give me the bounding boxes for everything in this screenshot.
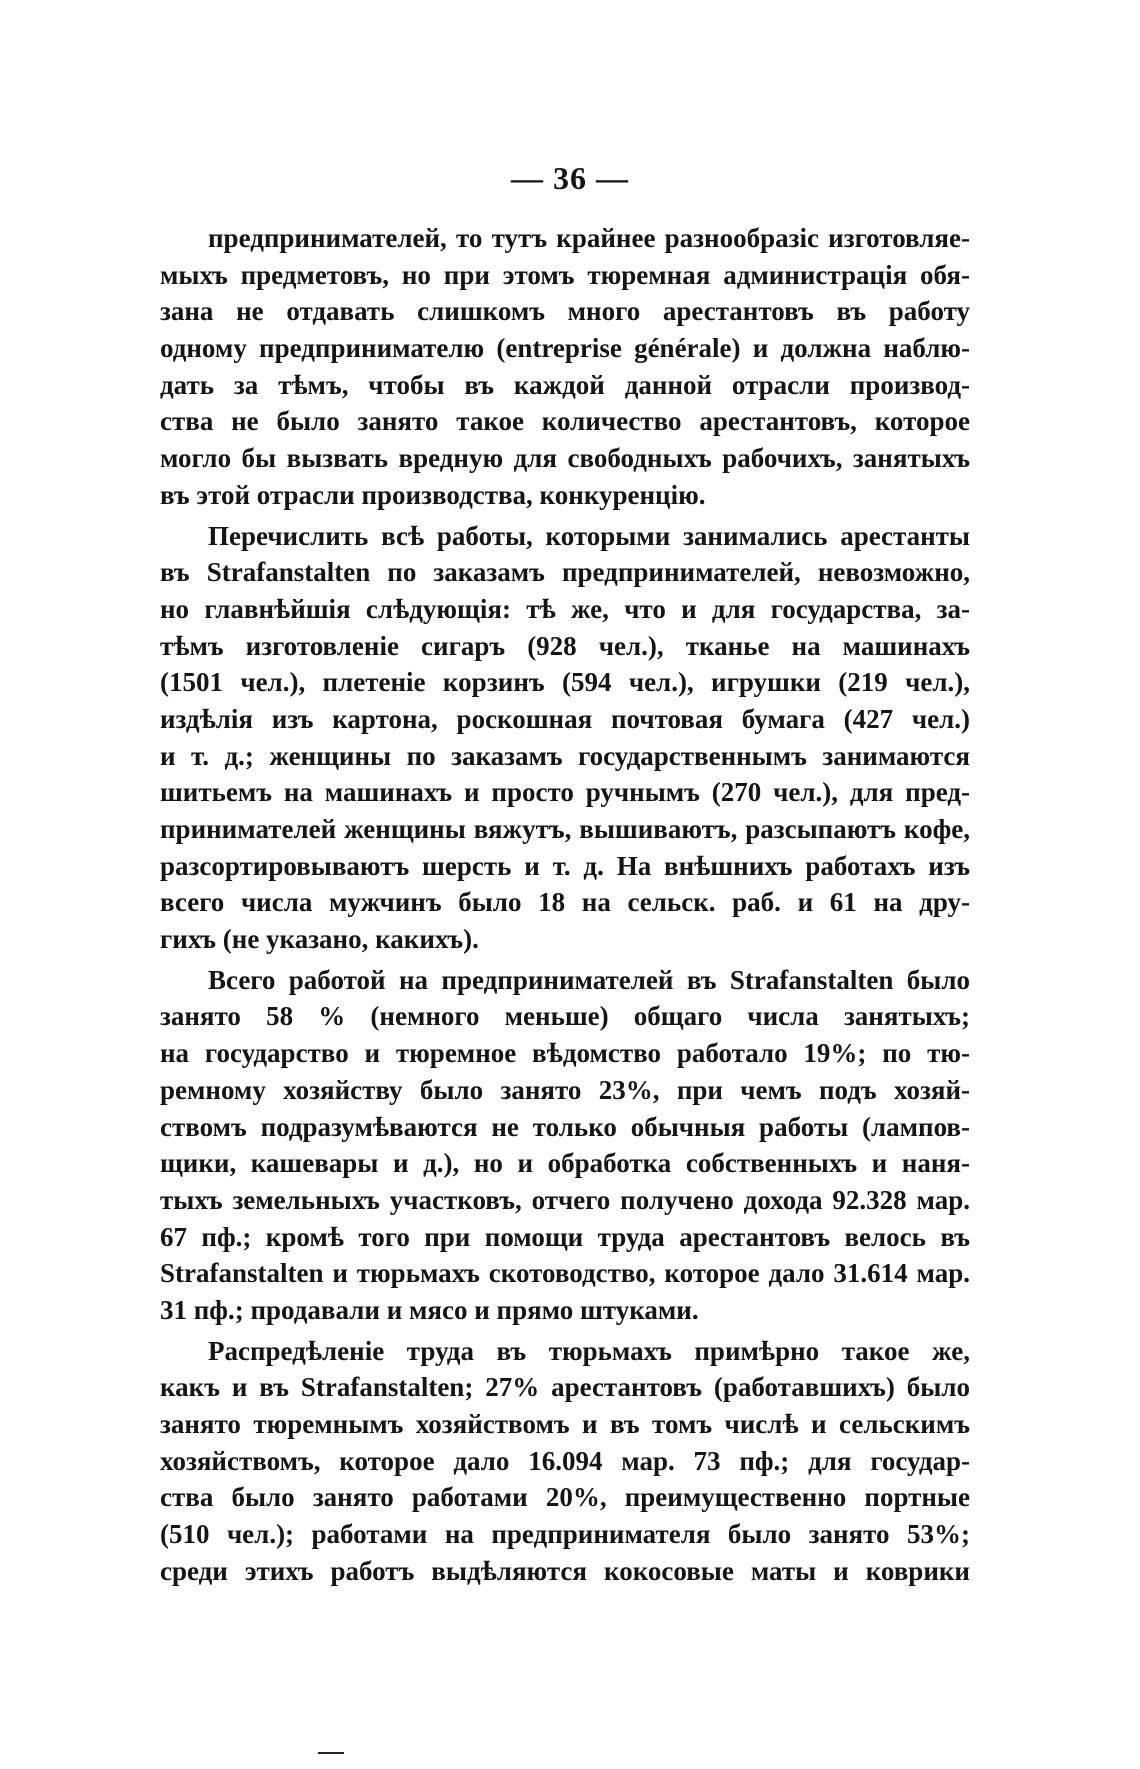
text-line: какъ и въ Strafanstalten; 27% арестантовъ (работавшихъ) было [160,1372,970,1403]
paragraph [160,962,970,1329]
text-line: занято 58 % (немного меньше) общаго числа занятыхъ; [160,1001,970,1032]
text-line: принимателей женщины вяжутъ, вышиваютъ, разсыпаютъ кофе, [160,814,970,844]
text-line: зана не отдавать слишкомъ много арестантовъ въ работу [160,296,970,327]
text-line: дать за тѣмъ, чтобы въ каждой данной отрасли производ- [160,369,970,400]
text-line: мыхъ предметовъ, но при этомъ тюремная администрація обя- [160,259,970,290]
text-line: занято тюремнымъ хозяйствомъ и въ томъ числѣ и сельскимъ [160,1409,970,1439]
text-line: въ этой отрасли производства, конкуренцію. [160,479,706,510]
paragraph [160,1333,970,1590]
text-line: одному предпринимателю (entreprise générale) и должна наблю- [160,333,970,364]
text-line: издѣлія изъ картона, роскошная почтовая бумага (427 чел.) [160,703,970,734]
text-line: Всего работой на предпринимателей въ Strafanstalten было [208,964,970,995]
page-number: — 36 — [511,160,629,196]
body-text [160,220,970,1589]
text-line: хозяйствомъ, которое дало 16.094 мар. 73 пф.; для государ- [160,1445,970,1476]
text-line: Распредѣленіе труда въ тюрьмахъ примѣрно такое же, [208,1335,970,1366]
text-line: гихъ (не указано, какихъ). [160,924,479,955]
text-line: 67 пф.; кромѣ того при помощи труда арестантовъ велось въ [160,1221,970,1252]
paragraph [160,518,970,958]
text-line: среди этихъ работъ выдѣляются кокосовые маты и коврики [160,1555,970,1586]
text-line: на государство и тюремное вѣдомство работало 19%; по тю- [160,1038,970,1069]
text-line: въ Strafanstalten по заказамъ предпринимателей, невозможно, [160,557,970,588]
text-line: ства не было занято такое количество арестантовъ, которое [160,406,970,437]
text-line: ремному хозяйству было занято 23%, при чемъ подъ хозяй- [160,1074,970,1105]
text-line: тыхъ земельныхъ участковъ, отчего получено дохода 92.328 мар. [160,1184,970,1215]
text-line: ствомъ подразумѣваются не только обычныя работы (лампов- [160,1111,970,1142]
text-line: и т. д.; женщины по заказамъ государственнымъ занимаются [160,740,970,771]
text-line: могло бы вызвать вредную для свободныхъ рабочихъ, занятыхъ [160,443,970,474]
text-line: всего числа мужчинъ было 18 на сельск. раб. и 61 на дру- [160,887,970,918]
footer-mark [318,1752,344,1754]
text-line: 31 пф.; продавали и мясо и прямо штуками. [160,1294,699,1325]
text-line: Strafanstalten и тюрьмахъ скотоводство, которое дало 31.614 мар. [160,1258,970,1289]
text-line: (1501 чел.), плетеніе корзинъ (594 чел.), игрушки (219 чел.), [160,667,970,698]
text-line: ства было занято работами 20%, преимущественно портные [160,1482,970,1513]
text-line: тѣмъ изготовленіе сигаръ (928 чел.), тканье на машинахъ [160,630,970,661]
text-line: Перечислить всѣ работы, которыми занимались арестанты [208,520,970,551]
text-line: предпринимателей, то тутъ крайнее разнообразіс изготовляе- [208,223,970,253]
text-line: но главнѣйшія слѣдующія: тѣ же, что и для государства, за- [160,593,970,624]
paragraph [160,220,970,514]
text-line: шитьемъ на машинахъ и просто ручнымъ (270 чел.), для пред- [160,777,970,808]
text-line: разсортировываютъ шерсть и т. д. На внѣшнихъ работахъ изъ [160,850,970,881]
text-line: щики, кашевары и д.), но и обработка собственныхъ и наня- [160,1148,970,1179]
text-line: (510 чел.); работами на предпринимателя было занято 53%; [160,1519,970,1550]
